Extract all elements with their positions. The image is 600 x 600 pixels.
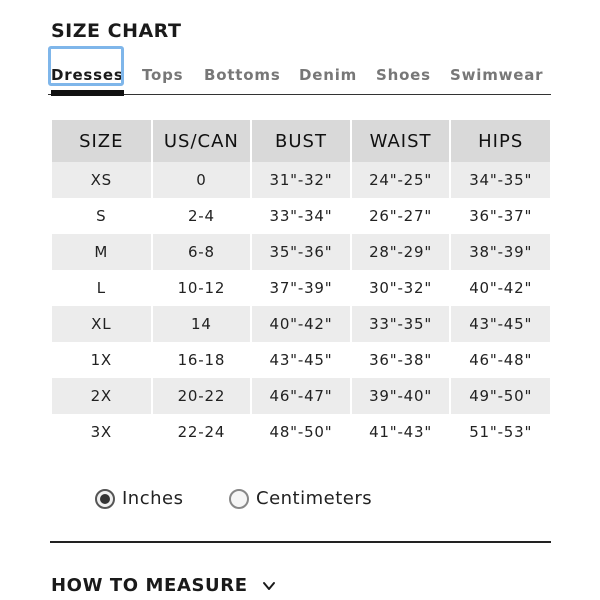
cell-us-can: 14 xyxy=(152,306,252,342)
tab-bottoms[interactable] xyxy=(204,66,281,84)
tab-label: Denim xyxy=(299,66,358,84)
tab-focus-ring xyxy=(48,46,124,86)
cell-waist: 28"-29" xyxy=(351,234,451,270)
cell-hips: 43"-45" xyxy=(450,306,550,342)
table-header-row xyxy=(52,120,550,162)
cell-us-can: 6-8 xyxy=(152,234,252,270)
section-divider xyxy=(50,541,551,543)
cell-size: S xyxy=(52,198,152,234)
active-tab-underline xyxy=(51,90,124,96)
table-row xyxy=(52,378,550,414)
cell-waist: 39"-40" xyxy=(351,378,451,414)
tab-label: Tops xyxy=(142,66,184,84)
tab-label: Swimwear xyxy=(450,66,544,84)
tab-shoes[interactable] xyxy=(376,66,431,84)
cell-us-can: 2-4 xyxy=(152,198,252,234)
centimeters-radio[interactable] xyxy=(229,489,249,509)
cell-bust: 33"-34" xyxy=(251,198,351,234)
cell-us-can: 10-12 xyxy=(152,270,252,306)
cell-bust: 37"-39" xyxy=(251,270,351,306)
centimeters-label: Centimeters xyxy=(256,488,373,509)
cell-size: XS xyxy=(52,162,152,198)
cell-hips: 36"-37" xyxy=(450,198,550,234)
how-to-measure-toggle[interactable] xyxy=(51,575,276,596)
cell-waist: 36"-38" xyxy=(351,342,451,378)
table-row xyxy=(52,162,550,198)
inches-label: Inches xyxy=(122,488,184,509)
how-to-measure-label: HOW TO MEASURE xyxy=(51,575,248,596)
table-row xyxy=(52,414,550,450)
header-bust: BUST xyxy=(251,120,351,162)
cell-us-can: 16-18 xyxy=(152,342,252,378)
cell-hips: 38"-39" xyxy=(450,234,550,270)
cell-size: XL xyxy=(52,306,152,342)
cell-bust: 48"-50" xyxy=(251,414,351,450)
tab-label: Shoes xyxy=(376,66,431,84)
header-us-can: US/CAN xyxy=(152,120,252,162)
cell-waist: 41"-43" xyxy=(351,414,451,450)
cell-hips: 49"-50" xyxy=(450,378,550,414)
cell-bust: 43"-45" xyxy=(251,342,351,378)
cell-hips: 46"-48" xyxy=(450,342,550,378)
cell-bust: 40"-42" xyxy=(251,306,351,342)
header-waist: WAIST xyxy=(351,120,451,162)
table-row xyxy=(52,270,550,306)
cell-bust: 35"-36" xyxy=(251,234,351,270)
cell-hips: 40"-42" xyxy=(450,270,550,306)
cell-us-can: 0 xyxy=(152,162,252,198)
cell-size: 3X xyxy=(52,414,152,450)
cell-waist: 24"-25" xyxy=(351,162,451,198)
table-row xyxy=(52,234,550,270)
header-size: SIZE xyxy=(52,120,152,162)
category-tabs xyxy=(48,58,551,95)
tab-label: Dresses xyxy=(51,66,124,84)
cell-us-can: 22-24 xyxy=(152,414,252,450)
cell-bust: 31"-32" xyxy=(251,162,351,198)
header-hips: HIPS xyxy=(450,120,550,162)
cell-hips: 34"-35" xyxy=(450,162,550,198)
tab-denim[interactable] xyxy=(299,66,357,84)
size-chart-title: SIZE CHART xyxy=(51,20,182,42)
cell-size: 2X xyxy=(52,378,152,414)
cell-us-can: 20-22 xyxy=(152,378,252,414)
cell-size: 1X xyxy=(52,342,152,378)
table-row xyxy=(52,198,550,234)
size-table xyxy=(52,120,550,450)
cell-size: L xyxy=(52,270,152,306)
tab-tops[interactable] xyxy=(142,66,183,84)
chevron-down-icon xyxy=(262,579,276,593)
inches-radio[interactable] xyxy=(95,489,115,509)
tab-label: Bottoms xyxy=(204,66,281,84)
centimeters-option[interactable] xyxy=(229,488,372,509)
table-row xyxy=(52,306,550,342)
table-row xyxy=(52,342,550,378)
cell-waist: 26"-27" xyxy=(351,198,451,234)
tab-swimwear[interactable] xyxy=(450,66,543,84)
cell-bust: 46"-47" xyxy=(251,378,351,414)
inches-option[interactable] xyxy=(95,488,183,509)
cell-waist: 30"-32" xyxy=(351,270,451,306)
cell-hips: 51"-53" xyxy=(450,414,550,450)
cell-waist: 33"-35" xyxy=(351,306,451,342)
cell-size: M xyxy=(52,234,152,270)
